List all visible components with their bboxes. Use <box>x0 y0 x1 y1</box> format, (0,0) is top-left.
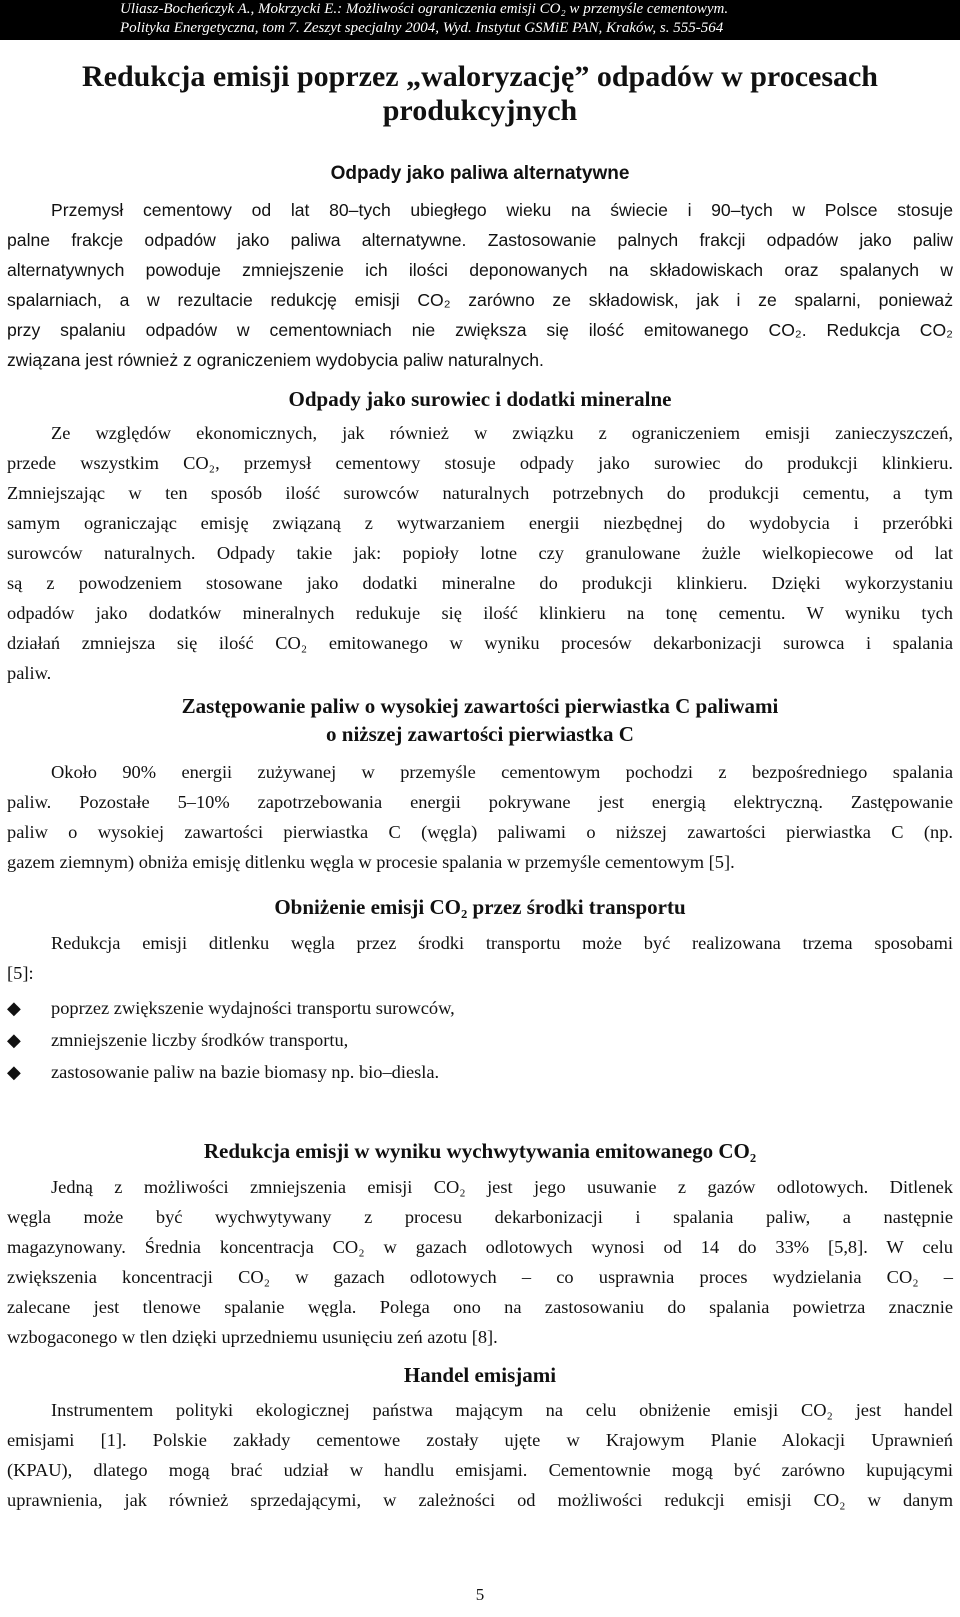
body-line: Około 90% energii zużywanej w przemyśle cementowym pochodzi z bezpośredniego spalania <box>51 762 953 782</box>
section-heading-co2-capture: Redukcja emisji w wyniku wychwytywania emitowanego CO₂ <box>203 1139 757 1163</box>
body-line: Instrumentem polityki ekologicznej państwa mającym na celu obniżenie emisji CO₂ jest handel <box>51 1400 953 1420</box>
body-line: Jedną z możliwości zmniejszenia emisji CO₂ jest jego usuwanie z gazów odlotowych. Ditlenek <box>51 1177 953 1197</box>
title-line-2: produkcyjnych <box>382 94 578 127</box>
running-header <box>0 0 960 40</box>
body-line: samym ograniczając emisję związaną z wytwarzaniem energii niezbędnej do wydobycia i przeróbki <box>7 513 953 533</box>
body-line: emisjami [1]. Polskie zakłady cementowe zostały ujęte w Krajowym Planie Alokacji Uprawnień <box>7 1430 953 1450</box>
list-item <box>7 1024 953 1056</box>
body-line: odpadów jako dodatków mineralnych redukuje się ilość klinkieru na tonę cementu. W wyniku tych <box>7 603 953 623</box>
diamond-bullet-icon: ◆ <box>7 1030 21 1050</box>
body-line: Przemysł cementowy od lat 80–tych ubiegłego wieku na świecie i 90–tych w Polsce stosuje <box>51 200 953 220</box>
body-line: wzbogaconego w tlen dzięki uprzedniemu usunięciu zeń azotu [8]. <box>7 1327 498 1347</box>
body-line: zalecane jest tlenowe spalanie węgla. Polega ono na zastosowaniu do spalania powietrza znacznie <box>7 1297 953 1317</box>
body-line: działań zmniejsza się ilość CO₂ emitowanego w wyniku procesów dekarbonizacji surowca i spalania <box>7 633 953 653</box>
body-line: paliw. Pozostałe 5–10% zapotrzebowania energii pokrywane jest energią elektryczną. Zastępowanie <box>7 792 953 812</box>
bullet-text: zastosowanie paliw na bazie biomasy np. bio–diesla. <box>51 1062 440 1082</box>
body-line: przede wszystkim CO₂, przemysł cementowy stosuje odpady jako surowiec do produkcji klinkieru. <box>7 453 953 473</box>
diamond-bullet-icon: ◆ <box>7 998 21 1018</box>
body-line: palne frakcje odpadów jako paliwa alternatywne. Zastosowanie palnych frakcji odpadów jako paliw <box>7 230 953 250</box>
body-line: przy spalaniu odpadów w cementowniach nie zwiększa się ilość emitowanego CO₂. Redukcja CO₂ <box>7 320 953 340</box>
section-heading-transport: Obniżenie emisji CO₂ przez środki transportu <box>274 895 686 919</box>
title-line-1: Redukcja emisji poprzez „waloryzację” odpadów w procesach <box>81 60 878 93</box>
diamond-bullet-icon: ◆ <box>7 1062 21 1082</box>
body-line: Ze względów ekonomicznych, jak również w związku z ograniczeniem emisji zanieczyszczeń, <box>51 423 953 443</box>
transport-bullet-list <box>7 992 953 1088</box>
body-line: surowców naturalnych. Odpady takie jak: popioły lotne czy granulowane żużle wielkopiecowe od lat <box>7 543 953 563</box>
body-line: paliw. <box>7 663 52 683</box>
body-line: alternatywnych powoduje zmniejszenie ich ilości deponowanych na składowiskach oraz spalanych w <box>7 260 953 280</box>
section-body-alternative-fuels <box>7 195 953 375</box>
body-line: zwiększenia koncentracji CO₂ w gazach odlotowych – co usprawnia proces wydzielania CO₂ – <box>7 1267 953 1287</box>
heading-line-1: Zastępowanie paliw o wysokiej zawartości pierwiastka C paliwami <box>181 694 779 718</box>
body-line: związana jest również z ograniczeniem wydobycia paliw naturalnych. <box>7 350 544 370</box>
body-line: węgla może być wychwytywany z procesu dekarbonizacji i spalania paliw, a następnie <box>7 1207 953 1227</box>
section-body-transport <box>7 928 953 988</box>
section-body-emissions-trading <box>7 1395 953 1515</box>
section-heading-alternative-fuels: Odpady jako paliwa alternatywne <box>330 163 630 184</box>
list-item <box>7 1056 953 1088</box>
body-line: [5]: <box>7 963 34 983</box>
header-citation-line-2: Polityka Energetyczna, tom 7. Zeszyt specjalny 2004, Wyd. Instytut GSMiE PAN, Kraków, s. 555-564 <box>120 20 724 36</box>
body-line: Zmniejszając w ten sposób ilość surowców naturalnych potrzebnych do produkcji cementu, a tym <box>7 483 953 503</box>
body-line: magazynowany. Średnia koncentracja CO₂ w gazach odlotowych wynosi od 14 do 33% [5,8]. W celu <box>7 1237 953 1257</box>
section-body-fuel-substitution <box>7 757 953 877</box>
section-heading-fuel-substitution <box>0 692 960 748</box>
heading-line-2: o niższej zawartości pierwiastka C <box>326 722 634 746</box>
bullet-text: zmniejszenie liczby środków transportu, <box>51 1030 349 1050</box>
body-line: (KPAU), dlatego mogą brać udział w handlu emisjami. Cementownie mogą być zarówno kupującymi <box>7 1460 953 1480</box>
page-number: 5 <box>475 1585 485 1604</box>
body-line: gazem ziemnym) obniża emisję ditlenku węgla w procesie spalania w przemyśle cementowym [5]. <box>7 852 735 872</box>
body-line: uprawnienia, jak również sprzedającymi, w zależności od możliwości redukcji emisji CO₂ w danym <box>7 1490 953 1510</box>
body-line: Redukcja emisji ditlenku węgla przez środki transportu może być realizowana trzema sposobami <box>51 933 953 953</box>
section-body-co2-capture <box>7 1172 953 1352</box>
bullet-text: poprzez zwiększenie wydajności transportu surowców, <box>51 998 455 1018</box>
body-line: są z powodzeniem stosowane jako dodatki mineralne do produkcji klinkieru. Dzięki wykorzystaniu <box>7 573 953 593</box>
list-item <box>7 992 953 1024</box>
body-line: spalarniach, a w rezultacie redukcję emisji CO₂ zarówno ze składowisk, jak i ze spalarni, ponieważ <box>7 290 953 310</box>
section-heading-emissions-trading: Handel emisjami <box>403 1363 557 1387</box>
document-title <box>0 60 960 128</box>
section-heading-raw-materials: Odpady jako surowiec i dodatki mineralne <box>288 387 672 411</box>
header-citation-line-1: Uliasz-Bocheńczyk A., Mokrzycki E.: Możliwości ograniczenia emisji CO₂ w przemyśle cementowym. <box>120 1 729 17</box>
section-body-raw-materials <box>7 418 953 688</box>
body-line: paliw o wysokiej zawartości pierwiastka C (węgla) paliwami o niższej zawartości pierwiastka C (np. <box>7 822 953 842</box>
